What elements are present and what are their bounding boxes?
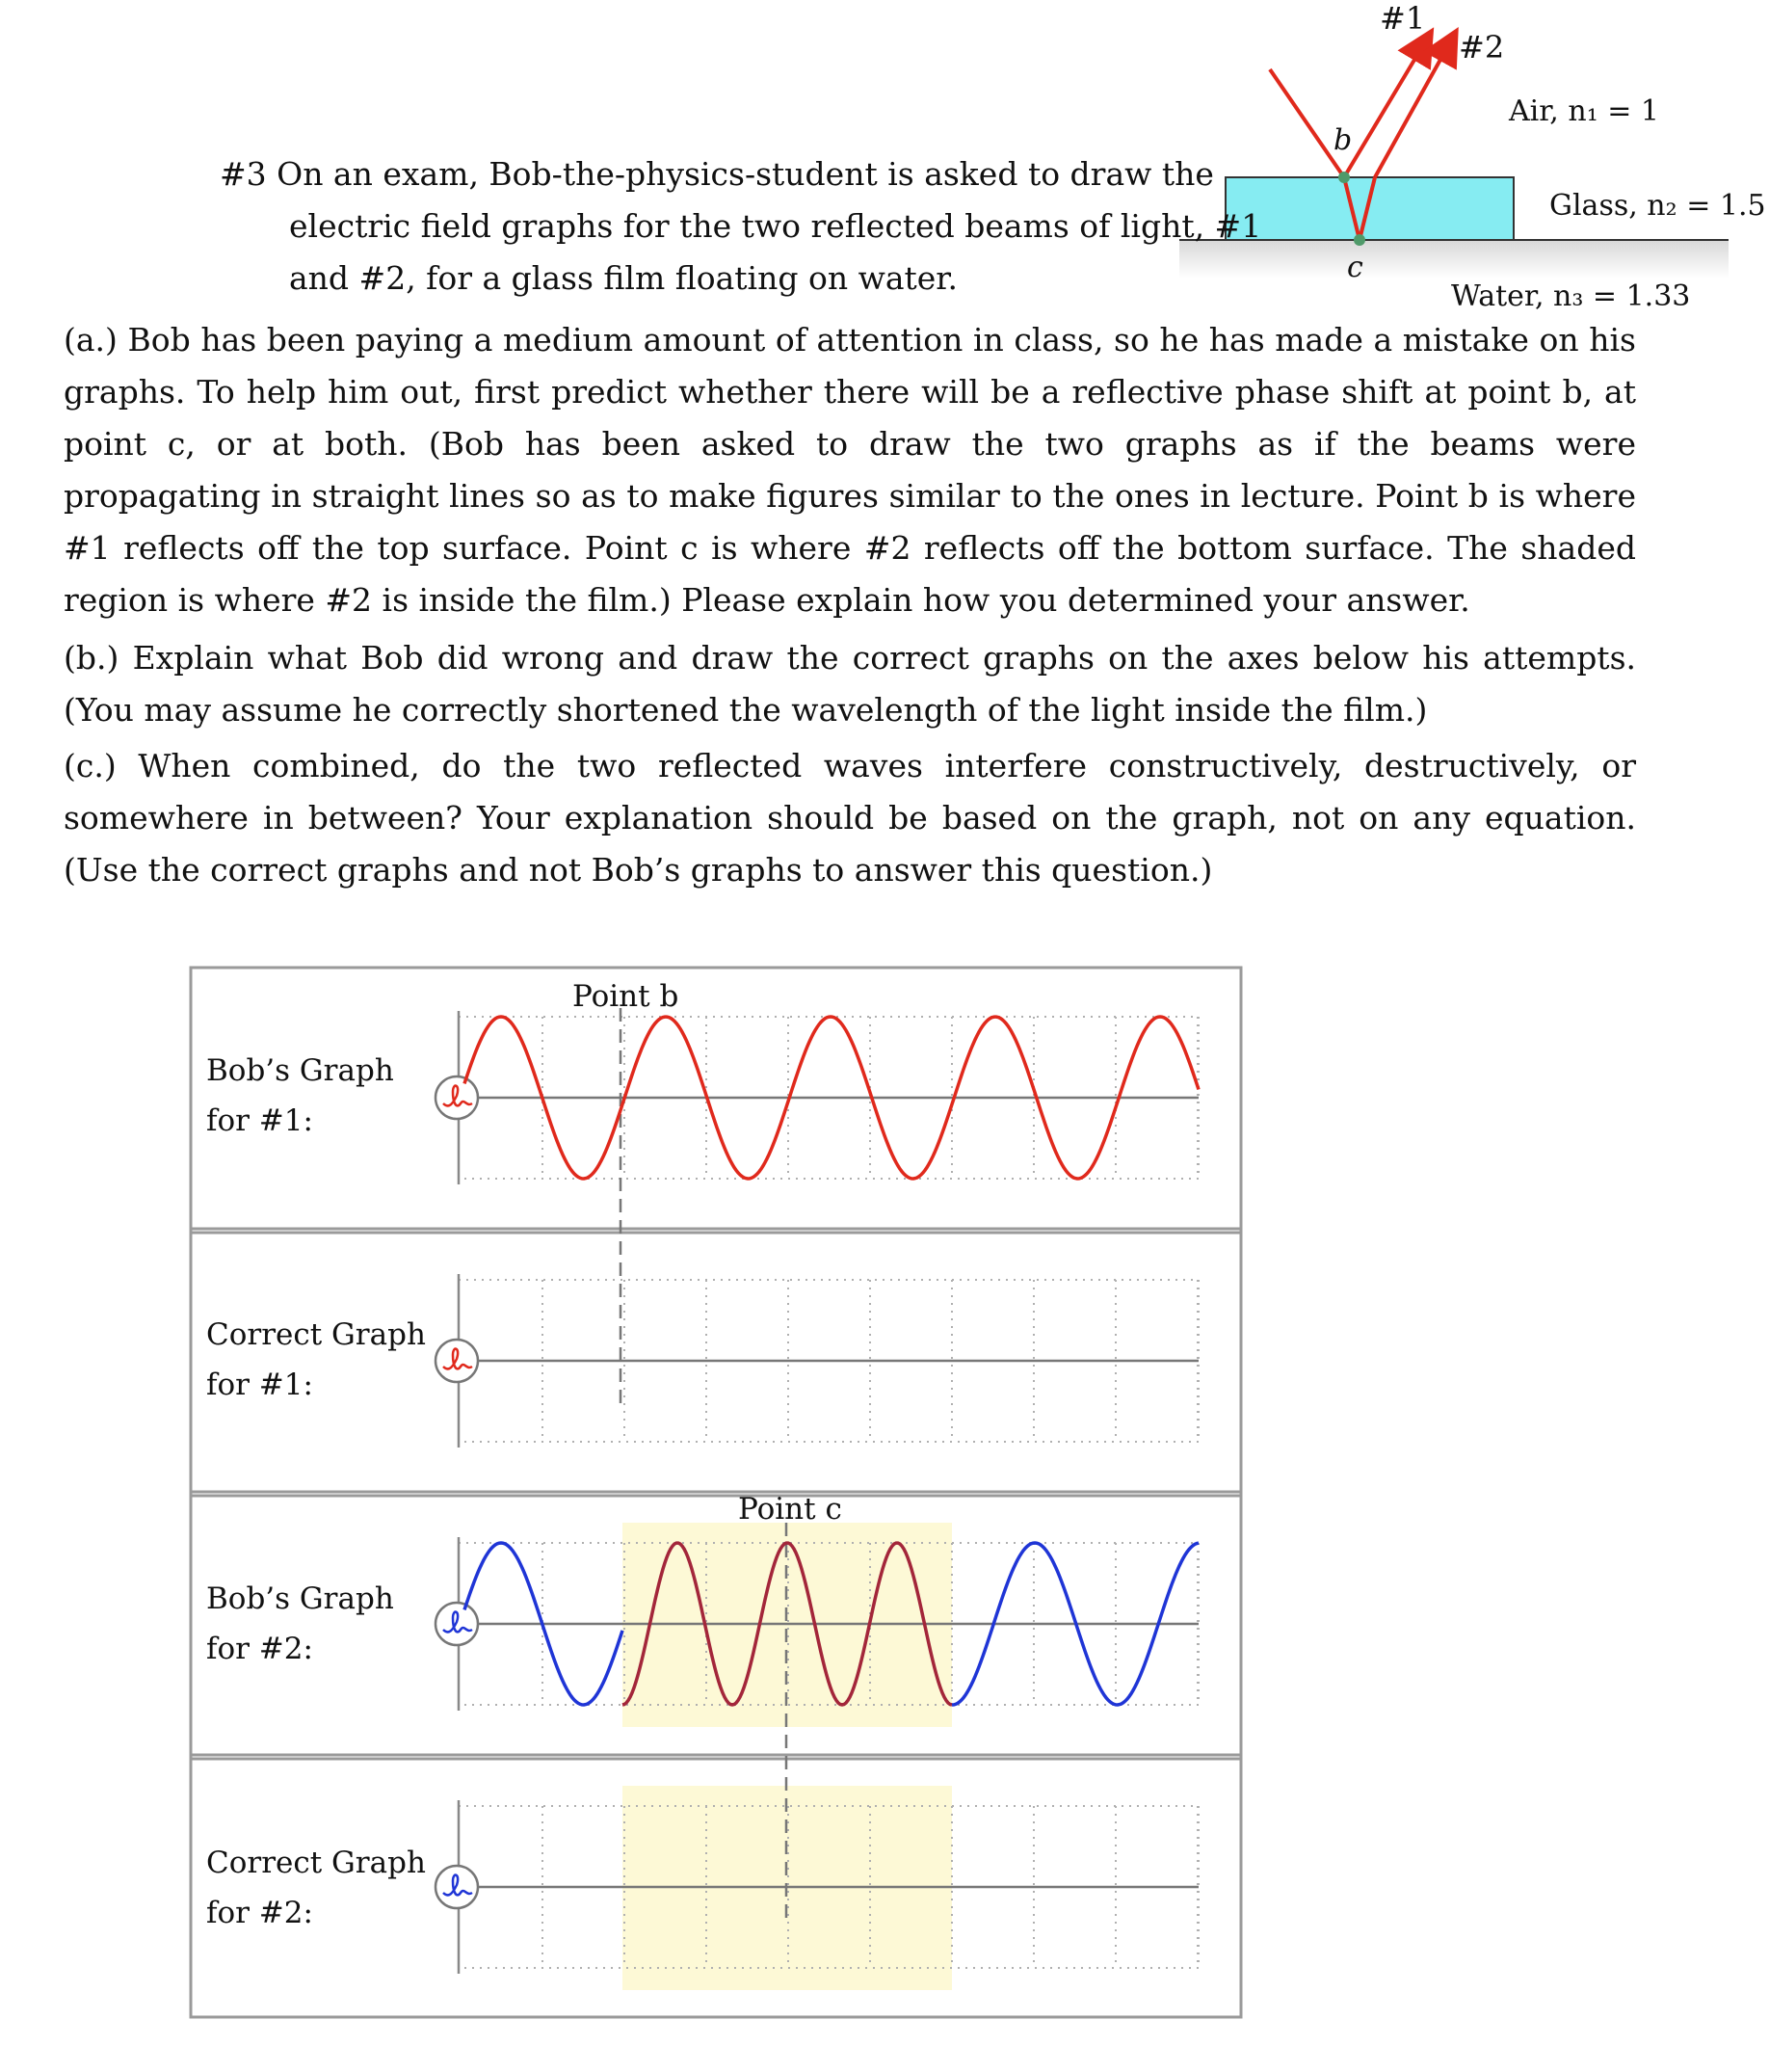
panel-4-label-line1: Correct Graph [206,1846,426,1880]
ray2-label: #2 [1459,29,1505,66]
panel-4-label-line2: for #2: [206,1896,313,1930]
air-label: Air, n₁ = 1 [1509,94,1660,128]
ray1-label: #1 [1380,0,1426,37]
part-c: (c.) When combined, do the two reflected waves interfere constructively, destructively, or somewhere in between? Your explanation should be based on the graph, not on any equation. (Use the correct graphs and not Bob’s graphs to answer this question.) [64,747,1636,889]
problem-intro-line2: electric field graphs for the two reflected beams of light, #1 [289,207,1262,245]
panel-1-label-line1: Bob’s Graph [206,1053,394,1088]
glass-label: Glass, n₂ = 1.5 [1549,189,1766,223]
point-c-label: Point c [738,1492,842,1527]
point-c-figure-label: c [1347,251,1363,284]
panel-3-label-line1: Bob’s Graph [206,1581,394,1616]
problem-intro-line3: and #2, for a glass film floating on water. [289,259,958,297]
point-b-figure-label: b [1333,123,1353,157]
point-b-label: Point b [572,979,679,1014]
panel-3-label-line2: for #2: [206,1632,313,1666]
problem-intro-line1: #3 On an exam, Bob-the-physics-student is asked to draw the [220,155,1214,193]
panel-1-label-line2: for #1: [206,1103,313,1138]
part-b: (b.) Explain what Bob did wrong and draw the correct graphs on the axes below his attempts. (You may assume he correctly shortened the wavelength of the light inside the film.) [64,639,1636,729]
part-a: (a.) Bob has been paying a medium amount of attention in class, so he has made a mistake on his graphs. To help him out, first predict whether there will be a reflective phase shift at point b, at point c, or at both. (Bob has been asked to draw the two graphs as if the beams were propagating in straight lines so as to make figures similar to the ones in lecture. Point b is where #1 reflects off the top surface. Point c is where #2 reflects off the bottom surface. The shaded region is where #2 is inside the film.) Please explain how you determined your answer. [64,321,1636,619]
panel-2-label-line2: for #1: [206,1368,313,1402]
panel-2-label-line1: Correct Graph [206,1317,426,1352]
water-label: Water, n₃ = 1.33 [1451,279,1691,313]
